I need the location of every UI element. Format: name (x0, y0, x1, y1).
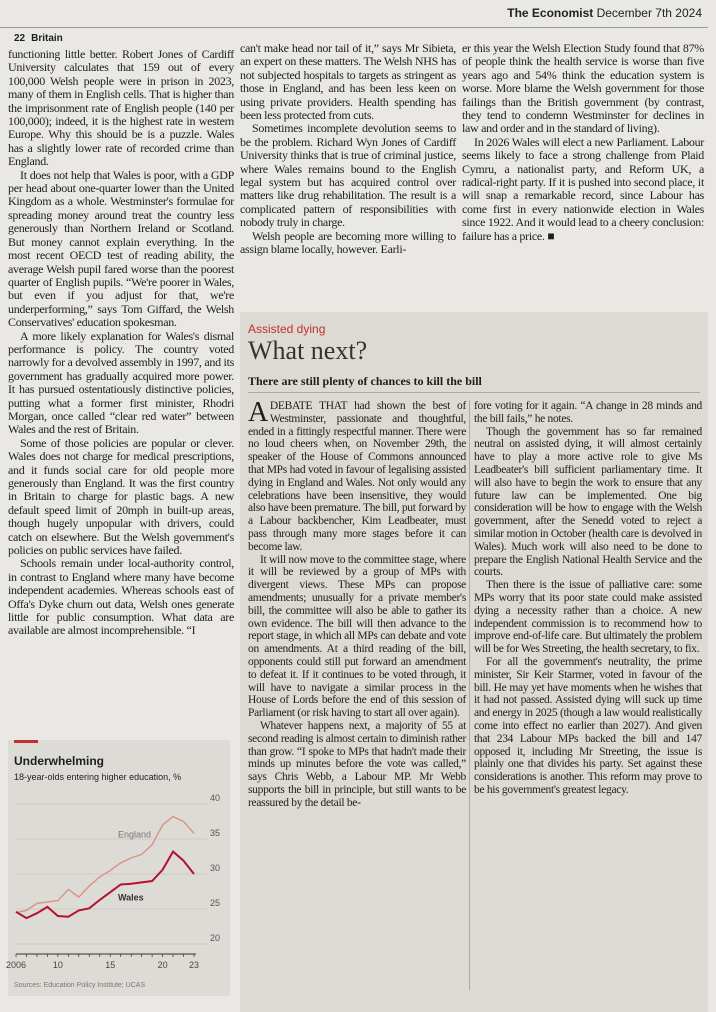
paragraph: Welsh people are becoming more willing to assign blame locally, however. Earli- (240, 228, 456, 257)
line-chart-underwhelming (5, 740, 230, 996)
paragraph: For all the government's neutrality, the prime minister, Sir Keir Starmer, voted in favour of the bill. He may yet have moments when he wishes that it had not passed. Assisted dying will suck up time and energy in 2025 (though a law would realistically come into effect no earlier than 2027). And given that 234 Labour MPs backed the bill and 147 opposed it, including Mr Streeting, the issue is plainly one that divides his party. Set against these considerations is another. This reform may prove to be his government's greatest legacy. (474, 655, 702, 796)
paragraph: fore voting for it again. “A change in 28 minds and the bill fails,” he notes. (474, 400, 702, 425)
x-tick-label: 10 (52, 960, 63, 970)
paragraph: er this year the Welsh Election Study found that 87% of people think the health service is worse than five years ago and 54% think the education system is worse. More blame the Welsh government for those failings than the British government (by contrast, they tend to condemn Westminster for declines in law and order and in the standard of living). (462, 41, 704, 136)
chart-source: Sources: Education Policy Institute; UCAS (14, 982, 146, 989)
header-rule (0, 27, 708, 28)
paragraph: It does not help that Wales is poor, with a GDP per head about one-quarter lower than the United Kingdom as a whole. Westminster's formulae for spreading money around treat the country less generously than Northern Ireland or Scotland. But money cannot explain everything. In the most recent OECD test of reading ability, the average Welsh pupil fared worse than the poorest quarter of English pupils. “We're poorer in Wales, but even if you adjust for that, we're underperforming,” says Tom Giffard, the Welsh Conservatives' education spokesman. (8, 167, 234, 330)
page-number: 22 (14, 33, 26, 44)
chart-subtitle: 18-year-olds entering higher education, % (14, 772, 182, 782)
publication-name: The Economist (507, 6, 594, 20)
paragraph-text: DEBATE THAT had shown the best of Westminster, passionate and thoughtful, ended in a fittingly respectful manner. There were no loud cheers when, on November 29th, the speaker of the House of Commons announced that MPs had voted in favour of legalising assisted dying in England and Wales. Not only would any celebrations have been insensitive, they would also have been premature. The bill, put forward by a Labour backbencher, Kim Leadbeater, must pass through many more stages before it can become law. (248, 400, 466, 553)
paragraph: can't make head nor tail of it,” says Mr Sibieta, an expert on these matters. The Welsh NHS has not subjected hospitals to targets as stringent as those in England, and has been less keen on using private providers. Health spending has been less protected from cuts. (240, 41, 456, 123)
series-label-england: England (118, 829, 152, 840)
x-tick-label: 23 (188, 960, 200, 970)
issue-date: December 7th 2024 (596, 6, 702, 20)
paragraph (248, 397, 466, 554)
article-kicker: Assisted dying (248, 322, 326, 336)
article-headline: What next? (248, 336, 368, 365)
y-tick-label: 30 (209, 863, 220, 873)
paragraph: Sometimes incomplete devolution seems to be the problem. Richard Wyn Jones of Cardiff University thinks that is true of criminal justice, where Wales remains bound to the English legal system but has acquired control over matters like drug rehabilitation. The result is a complicated pattern of responsibilities with nobody truly in charge. (240, 121, 456, 230)
paragraph: In 2026 Wales will elect a new Parliament. Labour seems likely to face a strong challenge from Plaid Cymru, a nationalist party, and Reform UK, a radical-right party. If it is pushed into second place, it will snap a remarkable record, since Labour has come first in every nationwide election in Wales since 1922. And it would lead to a cheery conclusion: failure has a price. ■ (462, 134, 704, 243)
divider (248, 392, 700, 393)
box-column-2 (474, 400, 702, 797)
series-line-england (16, 817, 194, 913)
sidebar-article-assisted-dying (240, 312, 708, 1012)
series-label-wales: Wales (118, 892, 144, 903)
drop-cap: A (248, 397, 268, 428)
paragraph: A more likely explanation for Wales's dismal performance is policy. The country voted narrowly for a devolved assembly in 1997, and its government has gradually acquired more power. It has pursued ostentatiously distinctive policies, putting what a former first minister, Rhodri Morgan, once called “clear red water” between Wales and the rest of Britain. (8, 328, 234, 437)
paragraph: It will now move to the committee stage, where it will be reviewed by a group of MPs with divergent views. These MPs can propose amendments; unusually for a private member's bill, the committee will also be able to gather its own evidence. The bill will then advance to the report stage, in which all MPs can debate and vote on amendments. At a third reading of the bill, opponents could still put forward an amendment to defeat it. If it continues to be voted through, it will have to navigate a similar process in the House of Lords before the end of this session of Parliament (or risk having to start all over again). (248, 553, 466, 720)
chart-title: Underwhelming (14, 754, 105, 768)
y-tick-label: 35 (209, 828, 220, 838)
article-rubric: There are still plenty of chances to kill the bill (248, 374, 482, 388)
paragraph: Some of those policies are popular or clever. Wales does not charge for medical prescriptions, and it funds social care for old people more generously than England. It was the first country in Britain to charge for plastic bags. A new default speed limit of 20mph in built-up areas, though hugely unpopular with drivers, could catch on elsewhere. But the Welsh government's policies on public services have failed. (8, 435, 234, 558)
section-label (14, 33, 69, 44)
series-line-wales (16, 852, 194, 919)
paragraph: functioning little better. Robert Jones of Cardiff University calculates that 159 out of every 100,000 Welsh people were in prison in 2023, many of them in English cells. That is higher than the imprisonment rate of English people (140 per 100,000); indeed, it is the highest rate in western Europe. Why this should be is a puzzle. Wales has a slightly lower rate of recorded crime than England. (8, 47, 234, 169)
running-header (507, 6, 702, 20)
y-tick-label: 40 (209, 793, 220, 803)
column-divider (469, 400, 470, 990)
y-tick-label: 20 (209, 933, 220, 943)
paragraph: Schools remain under local-authority control, in contrast to England where many have become independent academies. Whereas schools east of Offa's Dyke churn out data, Welsh ones generate little for public consumption. What data are available are almost incomprehensible. “I (8, 556, 234, 638)
paragraph: Then there is the issue of palliative care: some MPs worry that its poor state could make assisted dying a necessity rather than a choice. A new independent commission is to recommend how to improve end-of-life care. But ultimately the problem will be for Wes Streeting, the health secretary, to fix. (474, 579, 702, 656)
article-column-3 (462, 42, 704, 243)
y-tick-label: 25 (209, 898, 220, 908)
x-tick-label: 2006 (5, 960, 27, 970)
x-tick-label: 20 (157, 960, 168, 970)
article-column-1 (8, 48, 234, 638)
article-column-2 (240, 42, 456, 257)
paragraph: Though the government has so far remained neutral on assisted dying, it will almost certainly have to play a more active role to give Ms Leadbeater's bill sufficient parliamentary time. It will also have to begin the work to ensure that any future law can be implemented. One big consideration will be how to engage with the Welsh government, after the Senedd voted to reject a similar motion in October (health care is devolved in Wales). Much work will also need to be done to prepare the English National Health Service and the courts. (474, 425, 702, 579)
section-name: Britain (31, 33, 63, 44)
x-tick-label: 15 (105, 960, 116, 970)
chart-plot (5, 740, 230, 996)
paragraph: Whatever happens next, a majority of 55 at second reading is almost certain to diminish rather than grow. “I spoke to MPs that hadn't made their minds up minutes before the vote was called,” says Chris Webb, a Labour MP. Mr Webb supports the bill in principle, but still wants to be reassured by the detail be- (248, 719, 466, 809)
box-column-1 (248, 397, 466, 810)
